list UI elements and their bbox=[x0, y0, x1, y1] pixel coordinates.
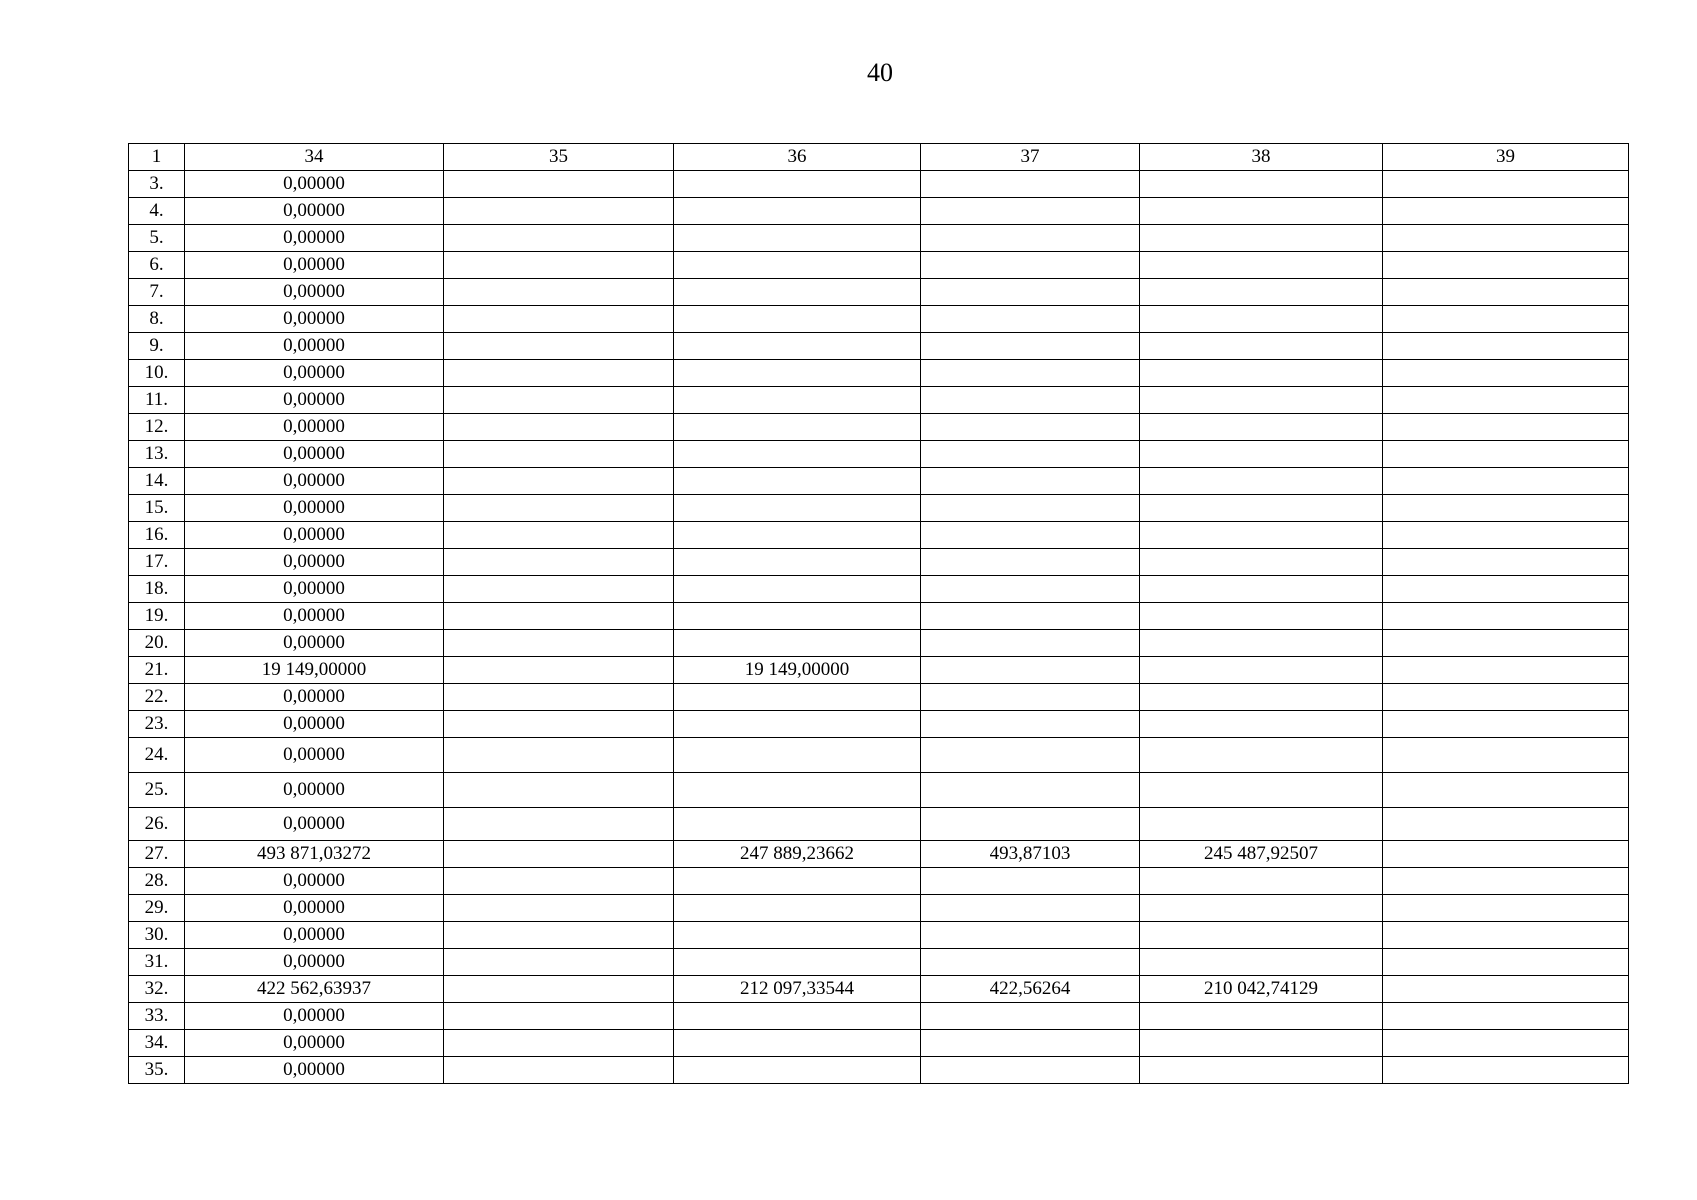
table-cell bbox=[444, 1003, 674, 1030]
table-cell bbox=[921, 630, 1140, 657]
table-cell bbox=[444, 841, 674, 868]
table-cell bbox=[921, 414, 1140, 441]
table-cell bbox=[1383, 576, 1629, 603]
table-cell bbox=[1383, 441, 1629, 468]
table-cell: 0,00000 bbox=[185, 171, 444, 198]
table-cell bbox=[444, 387, 674, 414]
table-cell bbox=[921, 225, 1140, 252]
table-cell bbox=[1383, 1030, 1629, 1057]
table-cell bbox=[1383, 468, 1629, 495]
row-number-cell: 10. bbox=[129, 360, 185, 387]
table-cell bbox=[1383, 252, 1629, 279]
table-cell bbox=[921, 603, 1140, 630]
row-number-cell: 34. bbox=[129, 1030, 185, 1057]
table-cell: 0,00000 bbox=[185, 868, 444, 895]
table-row bbox=[129, 711, 1629, 738]
table-cell bbox=[921, 495, 1140, 522]
row-number-cell: 23. bbox=[129, 711, 185, 738]
table-cell bbox=[921, 468, 1140, 495]
table-cell bbox=[921, 441, 1140, 468]
table-cell bbox=[444, 603, 674, 630]
table-cell bbox=[1140, 306, 1383, 333]
table-cell bbox=[674, 949, 921, 976]
row-number-cell: 16. bbox=[129, 522, 185, 549]
table-cell bbox=[444, 684, 674, 711]
table-cell: 0,00000 bbox=[185, 808, 444, 841]
table-cell: 0,00000 bbox=[185, 684, 444, 711]
page-number: 40 bbox=[867, 58, 893, 87]
table-cell: 245 487,92507 bbox=[1140, 841, 1383, 868]
table-cell bbox=[921, 711, 1140, 738]
table-cell: 0,00000 bbox=[185, 387, 444, 414]
table-cell bbox=[1383, 949, 1629, 976]
table-cell bbox=[444, 360, 674, 387]
table-cell: 422 562,63937 bbox=[185, 976, 444, 1003]
column-header: 36 bbox=[674, 144, 921, 171]
table-cell bbox=[1140, 808, 1383, 841]
table-cell bbox=[444, 711, 674, 738]
table-cell: 19 149,00000 bbox=[185, 657, 444, 684]
row-number-cell: 31. bbox=[129, 949, 185, 976]
table-cell bbox=[921, 895, 1140, 922]
row-number-cell: 35. bbox=[129, 1057, 185, 1084]
table-cell bbox=[1383, 306, 1629, 333]
table-row bbox=[129, 576, 1629, 603]
table-cell bbox=[444, 630, 674, 657]
table-cell bbox=[1140, 868, 1383, 895]
table-cell bbox=[1140, 684, 1383, 711]
table-cell: 0,00000 bbox=[185, 1003, 444, 1030]
row-number-cell: 33. bbox=[129, 1003, 185, 1030]
table-cell bbox=[674, 738, 921, 773]
row-number-cell: 24. bbox=[129, 738, 185, 773]
table-cell bbox=[1140, 657, 1383, 684]
table-cell bbox=[674, 522, 921, 549]
table-cell bbox=[674, 895, 921, 922]
table-cell bbox=[1140, 414, 1383, 441]
table-row bbox=[129, 895, 1629, 922]
table-cell bbox=[1383, 1057, 1629, 1084]
table-cell bbox=[1140, 549, 1383, 576]
table-cell bbox=[1383, 711, 1629, 738]
table-cell: 0,00000 bbox=[185, 306, 444, 333]
table-body bbox=[129, 144, 1629, 1084]
table-cell bbox=[921, 684, 1140, 711]
table-cell bbox=[1383, 922, 1629, 949]
table-cell: 0,00000 bbox=[185, 252, 444, 279]
table-cell bbox=[674, 922, 921, 949]
table-cell bbox=[674, 868, 921, 895]
table-cell bbox=[1140, 522, 1383, 549]
table-cell bbox=[674, 549, 921, 576]
table-cell bbox=[1383, 603, 1629, 630]
row-number-cell: 28. bbox=[129, 868, 185, 895]
table-cell bbox=[1383, 773, 1629, 808]
table-cell bbox=[444, 949, 674, 976]
table-cell bbox=[674, 360, 921, 387]
table-cell bbox=[674, 684, 921, 711]
table-cell bbox=[1140, 198, 1383, 225]
table-row bbox=[129, 603, 1629, 630]
table-cell: 212 097,33544 bbox=[674, 976, 921, 1003]
table-cell bbox=[674, 225, 921, 252]
table-row bbox=[129, 1030, 1629, 1057]
table-cell bbox=[1383, 738, 1629, 773]
table-cell bbox=[674, 252, 921, 279]
table-cell bbox=[444, 1030, 674, 1057]
row-number-cell: 14. bbox=[129, 468, 185, 495]
table-cell: 0,00000 bbox=[185, 225, 444, 252]
table-cell bbox=[1383, 549, 1629, 576]
table-cell bbox=[921, 576, 1140, 603]
table-cell: 0,00000 bbox=[185, 1030, 444, 1057]
table-cell bbox=[921, 279, 1140, 306]
table-row bbox=[129, 549, 1629, 576]
table-cell: 0,00000 bbox=[185, 711, 444, 738]
table-row bbox=[129, 198, 1629, 225]
table-cell: 247 889,23662 bbox=[674, 841, 921, 868]
table-cell bbox=[674, 387, 921, 414]
table-cell bbox=[1140, 603, 1383, 630]
table-cell bbox=[444, 1057, 674, 1084]
table-row bbox=[129, 225, 1629, 252]
table-cell bbox=[921, 549, 1140, 576]
table-cell bbox=[1140, 279, 1383, 306]
table-row bbox=[129, 333, 1629, 360]
table-cell bbox=[921, 868, 1140, 895]
row-number-cell: 22. bbox=[129, 684, 185, 711]
table-cell bbox=[921, 198, 1140, 225]
table-cell: 0,00000 bbox=[185, 522, 444, 549]
table-cell bbox=[1383, 895, 1629, 922]
table-cell bbox=[1383, 198, 1629, 225]
row-number-cell: 8. bbox=[129, 306, 185, 333]
table-cell bbox=[1383, 1003, 1629, 1030]
table-cell: 0,00000 bbox=[185, 198, 444, 225]
table-cell bbox=[1383, 684, 1629, 711]
table-cell bbox=[674, 495, 921, 522]
row-number-cell: 18. bbox=[129, 576, 185, 603]
table-cell: 0,00000 bbox=[185, 603, 444, 630]
table-cell bbox=[1383, 279, 1629, 306]
table-cell bbox=[1140, 495, 1383, 522]
table-cell: 0,00000 bbox=[185, 895, 444, 922]
row-number-cell: 30. bbox=[129, 922, 185, 949]
table-cell bbox=[444, 922, 674, 949]
table-cell bbox=[921, 1003, 1140, 1030]
table-cell: 19 149,00000 bbox=[674, 657, 921, 684]
table-cell bbox=[921, 1057, 1140, 1084]
table-cell bbox=[921, 306, 1140, 333]
table-row bbox=[129, 808, 1629, 841]
table-cell bbox=[1383, 225, 1629, 252]
table-cell: 0,00000 bbox=[185, 333, 444, 360]
column-header: 35 bbox=[444, 144, 674, 171]
table-cell bbox=[1383, 841, 1629, 868]
table-cell bbox=[1383, 868, 1629, 895]
table-cell bbox=[674, 1057, 921, 1084]
table-cell bbox=[444, 252, 674, 279]
table-cell bbox=[444, 808, 674, 841]
table-cell bbox=[444, 549, 674, 576]
table-cell: 493 871,03272 bbox=[185, 841, 444, 868]
table-cell bbox=[1140, 171, 1383, 198]
table-cell bbox=[674, 711, 921, 738]
table-cell bbox=[674, 576, 921, 603]
table-cell: 0,00000 bbox=[185, 1057, 444, 1084]
row-number-cell: 21. bbox=[129, 657, 185, 684]
table-cell bbox=[1383, 657, 1629, 684]
table-row bbox=[129, 441, 1629, 468]
column-header: 37 bbox=[921, 144, 1140, 171]
table-cell bbox=[921, 522, 1140, 549]
column-header: 39 bbox=[1383, 144, 1629, 171]
table-cell bbox=[1383, 495, 1629, 522]
table-cell: 0,00000 bbox=[185, 360, 444, 387]
table-cell: 0,00000 bbox=[185, 279, 444, 306]
table-cell bbox=[444, 868, 674, 895]
table-cell bbox=[674, 414, 921, 441]
table-cell bbox=[921, 1030, 1140, 1057]
table-cell bbox=[444, 198, 674, 225]
table-cell bbox=[921, 333, 1140, 360]
table-cell bbox=[921, 252, 1140, 279]
table-cell bbox=[1140, 1057, 1383, 1084]
table-cell bbox=[1140, 949, 1383, 976]
table-cell bbox=[1140, 711, 1383, 738]
table-cell bbox=[674, 171, 921, 198]
table-row bbox=[129, 773, 1629, 808]
table-row bbox=[129, 976, 1629, 1003]
table-cell bbox=[921, 387, 1140, 414]
table-cell bbox=[1140, 225, 1383, 252]
row-number-cell: 5. bbox=[129, 225, 185, 252]
table-cell bbox=[921, 949, 1140, 976]
table-cell bbox=[444, 895, 674, 922]
table-cell bbox=[674, 603, 921, 630]
table-cell: 0,00000 bbox=[185, 414, 444, 441]
row-number-cell: 11. bbox=[129, 387, 185, 414]
table-cell bbox=[444, 171, 674, 198]
table-row bbox=[129, 522, 1629, 549]
table-cell: 0,00000 bbox=[185, 630, 444, 657]
row-number-cell: 15. bbox=[129, 495, 185, 522]
table-cell bbox=[444, 333, 674, 360]
table-row bbox=[129, 868, 1629, 895]
table-cell: 210 042,74129 bbox=[1140, 976, 1383, 1003]
table-row bbox=[129, 1003, 1629, 1030]
table-cell bbox=[444, 441, 674, 468]
table-cell bbox=[444, 576, 674, 603]
table-row bbox=[129, 414, 1629, 441]
column-header: 34 bbox=[185, 144, 444, 171]
table-cell bbox=[1140, 1030, 1383, 1057]
table-cell bbox=[674, 808, 921, 841]
table-cell: 422,56264 bbox=[921, 976, 1140, 1003]
table-row bbox=[129, 841, 1629, 868]
table-cell: 0,00000 bbox=[185, 441, 444, 468]
table-cell bbox=[1383, 414, 1629, 441]
table-row bbox=[129, 279, 1629, 306]
table-cell: 0,00000 bbox=[185, 576, 444, 603]
table-cell bbox=[444, 495, 674, 522]
table-cell bbox=[674, 198, 921, 225]
table-cell bbox=[1140, 1003, 1383, 1030]
table-cell bbox=[1140, 895, 1383, 922]
table-cell bbox=[1383, 171, 1629, 198]
table-cell bbox=[674, 441, 921, 468]
table-cell bbox=[674, 1030, 921, 1057]
table-cell bbox=[674, 630, 921, 657]
table-cell: 0,00000 bbox=[185, 922, 444, 949]
table-cell bbox=[674, 468, 921, 495]
table-cell bbox=[1383, 387, 1629, 414]
table-cell: 0,00000 bbox=[185, 949, 444, 976]
table-row bbox=[129, 360, 1629, 387]
table-row bbox=[129, 922, 1629, 949]
table-cell bbox=[921, 657, 1140, 684]
column-header: 1 bbox=[129, 144, 185, 171]
table-cell bbox=[1140, 773, 1383, 808]
table-cell bbox=[921, 808, 1140, 841]
table-cell bbox=[674, 306, 921, 333]
row-number-cell: 12. bbox=[129, 414, 185, 441]
table-row bbox=[129, 387, 1629, 414]
table-cell bbox=[1140, 576, 1383, 603]
row-number-cell: 29. bbox=[129, 895, 185, 922]
table-row bbox=[129, 171, 1629, 198]
data-table bbox=[128, 143, 1629, 1084]
table-cell bbox=[1140, 468, 1383, 495]
table-cell bbox=[674, 333, 921, 360]
table-row bbox=[129, 1057, 1629, 1084]
row-number-cell: 32. bbox=[129, 976, 185, 1003]
row-number-cell: 9. bbox=[129, 333, 185, 360]
table-cell bbox=[444, 522, 674, 549]
table-cell: 0,00000 bbox=[185, 773, 444, 808]
table-cell bbox=[444, 738, 674, 773]
row-number-cell: 6. bbox=[129, 252, 185, 279]
table-cell bbox=[921, 171, 1140, 198]
table-cell bbox=[444, 657, 674, 684]
table-cell bbox=[444, 306, 674, 333]
table-cell bbox=[444, 468, 674, 495]
row-number-cell: 13. bbox=[129, 441, 185, 468]
table-cell bbox=[444, 976, 674, 1003]
table-cell bbox=[1140, 333, 1383, 360]
table-cell bbox=[674, 1003, 921, 1030]
table-row bbox=[129, 252, 1629, 279]
row-number-cell: 27. bbox=[129, 841, 185, 868]
table-cell bbox=[1140, 630, 1383, 657]
table-row bbox=[129, 684, 1629, 711]
table-cell bbox=[921, 922, 1140, 949]
table-cell: 0,00000 bbox=[185, 549, 444, 576]
row-number-cell: 17. bbox=[129, 549, 185, 576]
row-number-cell: 7. bbox=[129, 279, 185, 306]
table-cell bbox=[1140, 922, 1383, 949]
column-header: 38 bbox=[1140, 144, 1383, 171]
table-row bbox=[129, 306, 1629, 333]
table-cell bbox=[1383, 976, 1629, 1003]
table-header-row bbox=[129, 144, 1629, 171]
table-cell bbox=[1383, 522, 1629, 549]
table-cell bbox=[1140, 360, 1383, 387]
table-row bbox=[129, 949, 1629, 976]
table-row bbox=[129, 630, 1629, 657]
table-row bbox=[129, 468, 1629, 495]
table-cell: 0,00000 bbox=[185, 738, 444, 773]
table-cell bbox=[444, 773, 674, 808]
table-row bbox=[129, 657, 1629, 684]
table-cell bbox=[1140, 252, 1383, 279]
table-cell: 0,00000 bbox=[185, 468, 444, 495]
table-cell bbox=[444, 414, 674, 441]
table-cell bbox=[921, 738, 1140, 773]
table-cell bbox=[1383, 808, 1629, 841]
table-row bbox=[129, 738, 1629, 773]
row-number-cell: 19. bbox=[129, 603, 185, 630]
table-cell bbox=[444, 279, 674, 306]
table-cell bbox=[674, 773, 921, 808]
table-cell bbox=[1140, 387, 1383, 414]
row-number-cell: 26. bbox=[129, 808, 185, 841]
table-cell bbox=[1140, 738, 1383, 773]
table-cell: 493,87103 bbox=[921, 841, 1140, 868]
row-number-cell: 25. bbox=[129, 773, 185, 808]
table-cell bbox=[921, 773, 1140, 808]
table-cell bbox=[674, 279, 921, 306]
table-cell bbox=[921, 360, 1140, 387]
table-cell bbox=[444, 225, 674, 252]
table-cell bbox=[1383, 630, 1629, 657]
table-cell bbox=[1140, 441, 1383, 468]
row-number-cell: 4. bbox=[129, 198, 185, 225]
row-number-cell: 3. bbox=[129, 171, 185, 198]
table-row bbox=[129, 495, 1629, 522]
table-cell: 0,00000 bbox=[185, 495, 444, 522]
table-cell bbox=[1383, 333, 1629, 360]
row-number-cell: 20. bbox=[129, 630, 185, 657]
table-cell bbox=[1383, 360, 1629, 387]
